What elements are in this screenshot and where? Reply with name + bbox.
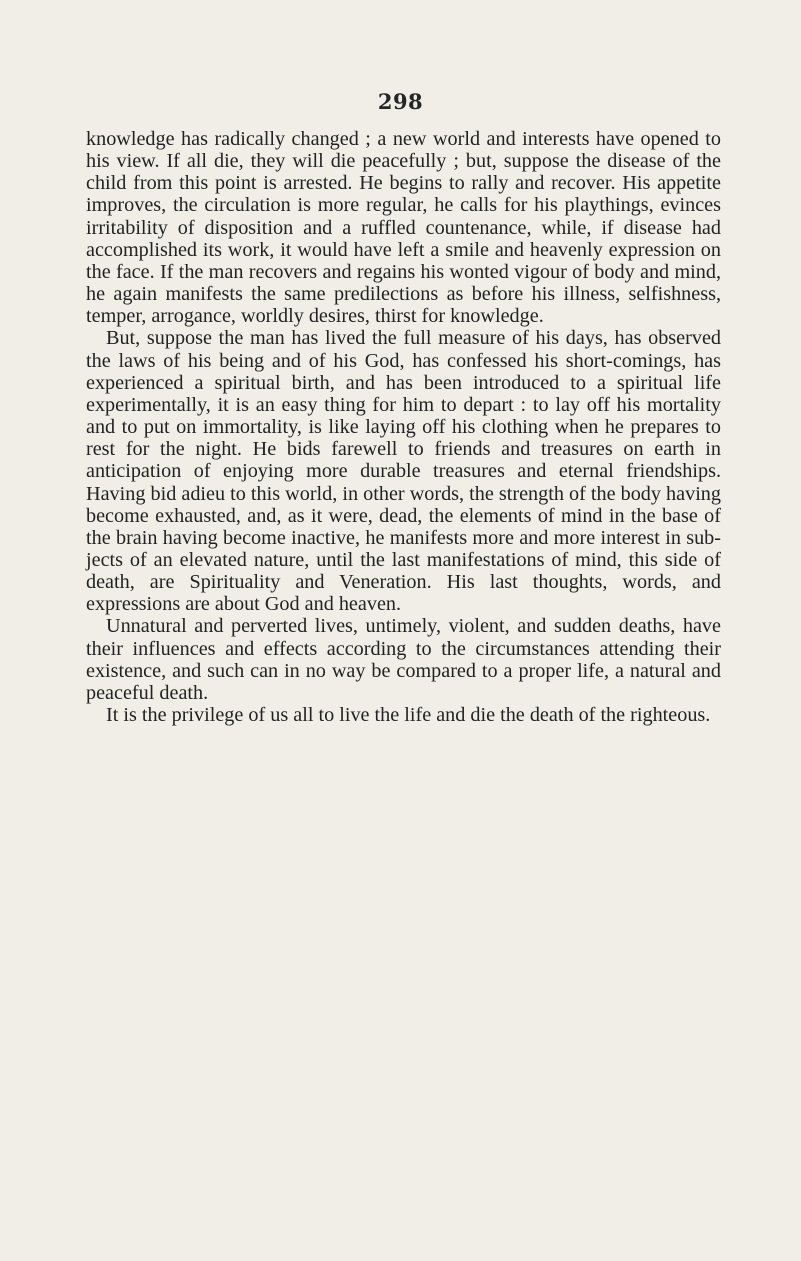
- paragraph-1: knowledge has radically changed ; a new world and interests have opened to his view. If all die, they will die peacefully ; but, suppose the disease of the child from this point is arrested. He begins to rally and recover. His appetite improves, the circulation is more regular, he calls for his playthings, evinces irritability of disposition and a ruffled countenance, while, if disease had accomplished its work, it would have left a smile and heavenly expression on the face. If the man recovers and regains his wonted vigour of body and mind, he again manifests the same predilections as before his illness, selfishness, temper, arrogance, worldly desires, thirst for knowledge.: [86, 128, 721, 328]
- paragraph-4: It is the privilege of us all to live the life and die the death of the righteous.: [106, 704, 711, 727]
- paragraph-2: But, suppose the man has lived the full measure of his days, has observed the laws of his being and of his God, has confessed his short-comings, has experienced a spiritual birth, and has been introduced to a spiritual life experimentally, it is an easy thing for him to depart : to lay off his mortality and to put on immortality, is like laying off his clothing when he prepares to rest for the night. He bids farewell to friends and treasures on earth in anticipation of enjoying more durable treasures and eternal friendships. Having bid adieu to this world, in other words, the strength of the body having become exhausted, and, as it were, dead, the elements of mind in the base of the brain having become inactive, he manifests more and more interest in sub-jects of an elevated nature, until the last manifestations of mind, this side of death, are Spirituality and Veneration. His last thoughts, words, and expressions are about God and heaven.: [86, 327, 721, 616]
- body-text: [86, 128, 721, 726]
- paragraph-3: Unnatural and perverted lives, untimely, violent, and sudden deaths, have their influences and effects according to the circumstances attending their existence, and such can in no way be compared to a proper life, a natural and peaceful death.: [86, 615, 721, 704]
- page-number: 298: [377, 89, 424, 114]
